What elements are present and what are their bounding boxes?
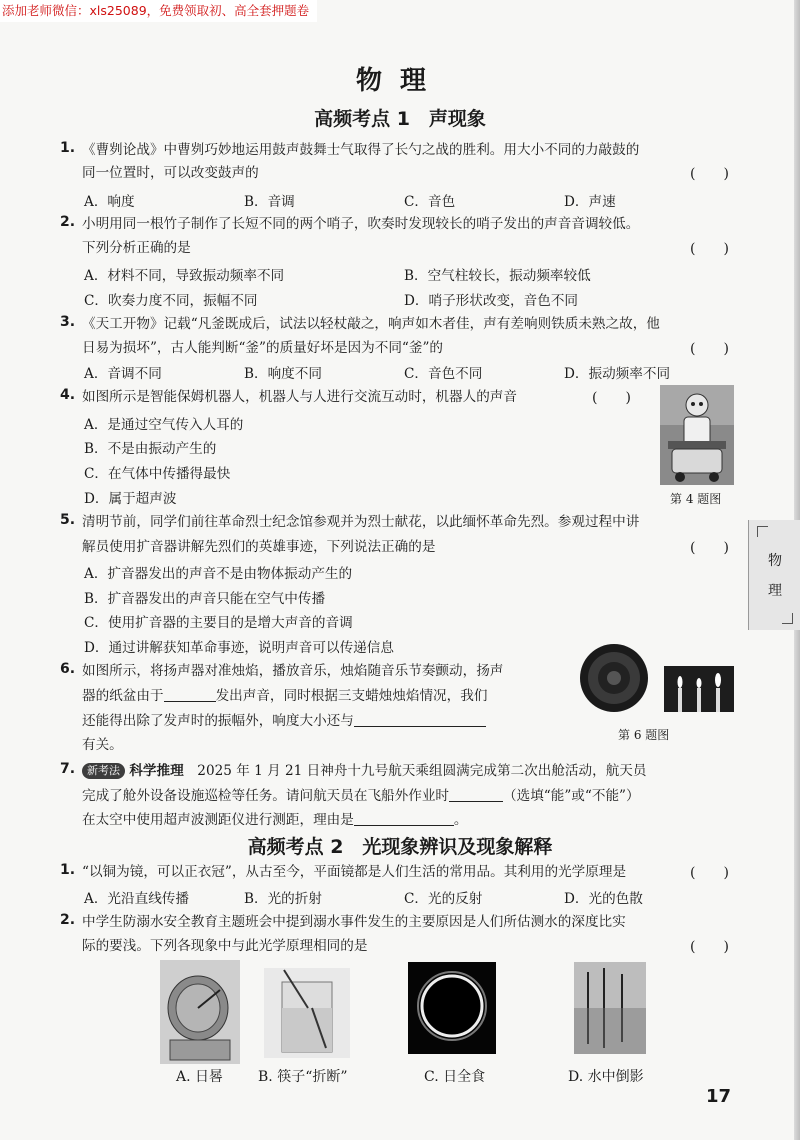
question-text: 同一位置时，可以改变鼓声的 [82,165,259,181]
section-title-1: 高频考点 1 声现象 [314,108,486,130]
question-text: 如图所示是智能保姆机器人，机器人与人进行交流互动时，机器人的声音 [82,389,517,405]
question-number: 1. [60,140,76,156]
option-b: B．不是由振动产生的 [84,441,217,457]
solar-eclipse-photo [408,962,496,1054]
image-label-d: D. 水中倒影 [568,1069,644,1085]
question-text: 清明节前，同学们前往革命烈士纪念馆参观并为烈士献花，以此缅怀革命先烈。参观过程中讲 [82,514,640,530]
question-text: 在太空中使用超声波测距仪进行测距，理由是 。 [82,812,468,828]
answer-paren: ( ) [592,390,631,406]
answer-paren: ( ) [690,865,729,881]
option-d: D．通过讲解获知革命事迹，说明声音可以传递信息 [84,640,394,656]
question-number: 2. [60,912,76,928]
option-d: D．属于超声波 [84,491,177,507]
side-tab-char: 物 [768,553,782,569]
option-c: C．使用扩音器的主要目的是增大声音的音调 [84,615,353,631]
answer-paren: ( ) [690,939,729,955]
option-a: A．音调不同 [84,366,162,382]
question-text: 完成了舱外设备设施巡检等任务。请问航天员在飞船外作业时 （选填“能”或“不能”） [82,788,640,804]
image-label-c: C. 日全食 [424,1069,486,1085]
fill-blank[interactable] [449,787,503,802]
option-a: A．材料不同，导致振动频率不同 [84,268,285,284]
question-text: 中学生防溺水安全教育主题班会中提到溺水事件发生的主要原因是人们所估测水的深度比实 [82,914,626,930]
option-b: B．光的折射 [244,891,322,907]
question-number: 6. [60,661,76,677]
sundial-photo [160,960,240,1064]
question-text: 日易为损坏”，古人能判断“釜”的质量好坏是因为不同“釜”的 [82,340,443,356]
subject-side-tab [748,520,800,630]
option-c: C．光的反射 [404,891,483,907]
side-tab-char: 理 [768,583,782,599]
question-number: 4. [60,387,76,403]
fill-blank[interactable] [164,687,216,702]
option-b: B．空气柱较长，振动频率较低 [404,268,591,284]
option-c: C．音色 [404,194,456,210]
figure-caption-q6: 第 6 题图 [618,728,670,742]
option-b: B．音调 [244,194,295,210]
page-number: 17 [706,1086,732,1107]
question-text: 有关。 [82,737,123,753]
image-label-b: B. 筷子“折断” [258,1069,348,1085]
robot-photo [660,385,734,485]
section-title-2: 高频考点 2 光现象辨识及现象解释 [247,836,553,858]
figure-caption-q4: 第 4 题图 [670,492,722,506]
header-note: 添加老师微信：xls25089，免费领取初、高全套押题卷 [0,0,317,22]
option-a: A．光沿直线传播 [84,891,189,907]
question-number: 5. [60,512,76,528]
option-d: D．光的色散 [564,891,643,907]
option-c: C．音色不同 [404,366,483,382]
fill-blank[interactable] [354,811,454,826]
option-a: A．是通过空气传入人耳的 [84,417,244,433]
question-number: 2. [60,214,76,230]
fill-blank[interactable] [354,712,486,727]
option-a: A．响度 [84,194,135,210]
question-text: 解员使用扩音器讲解先烈们的英雄事迹，下列说法正确的是 [82,539,436,555]
question-number: 7. [60,761,76,777]
question-text: 《天工开物》记载“凡釜既成后，试法以轻杖敲之，响声如木者佳，声有差响则铁质未熟之故，他 [82,316,660,332]
answer-paren: ( ) [690,241,729,257]
option-c: C．在气体中传播得最快 [84,466,231,482]
answer-paren: ( ) [690,540,729,556]
question-text: 下列分析正确的是 [82,240,191,256]
question-text: 还能得出除了发声时的振幅外，响度大小还与 [82,711,562,731]
question-text: “以铜为镜，可以正衣冠”，从古至今，平面镜都是人们生活的常用品。其利用的光学原理是 [82,864,627,880]
option-b: B．扩音器发出的声音只能在空气中传播 [84,591,326,607]
question-number: 3. [60,314,76,330]
question-number: 1. [60,862,76,878]
option-a: A．扩音器发出的声音不是由物体振动产生的 [84,566,353,582]
option-d: D．哨子形状改变，音色不同 [404,293,579,309]
candles-photo [664,666,734,712]
chopsticks-photo [264,968,350,1058]
question-text: 如图所示，将扬声器对准烛焰，播放音乐，烛焰随音乐节奏颤动，扬声 [82,663,504,679]
question-tag: 科学推理 [129,763,184,779]
speaker-photo [574,638,654,716]
question-text: 《曹刿论战》中曹刿巧妙地运用鼓声鼓舞士气取得了长勺之战的胜利。用大小不同的力敲鼓的 [82,142,640,158]
option-b: B．响度不同 [244,366,322,382]
answer-paren: ( ) [690,166,729,182]
image-label-a: A. 日晷 [176,1069,224,1085]
option-c: C．吹奏力度不同，振幅不同 [84,293,258,309]
answer-paren: ( ) [690,341,729,357]
question-text: 小明用同一根竹子制作了长短不同的两个哨子，吹奏时发现较长的哨子发出的声音音调较低。 [82,216,640,232]
subject-title: 物理 [355,66,444,96]
question-text: 际的要浅。下列各现象中与此光学原理相同的是 [82,938,368,954]
question-text: 新考法 科学推理 2025 年 1 月 21 日神舟十九号航天乘组圆满完成第二次出舱活动，航天员 [82,761,742,781]
option-d: D．声速 [564,194,616,210]
option-d: D．振动频率不同 [564,366,671,382]
question-text: 器的纸盆由于 发出声音，同时根据三支蜡烛烛焰情况，我们 [82,688,488,704]
reflection-photo [574,962,646,1054]
new-method-badge: 新考法 [82,763,125,779]
